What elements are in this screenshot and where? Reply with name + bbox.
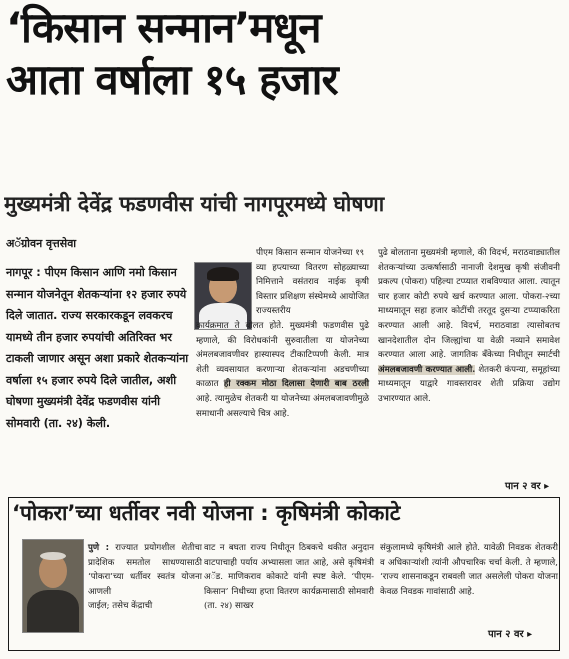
- article-column-2: [196, 246, 369, 421]
- subheadline: मुख्यमंत्री देवेंद्र फडणवीस यांची नागपूरमध्ये घोषणा: [4, 192, 385, 216]
- col3-body: [378, 246, 560, 407]
- col3-highlight: अंमलबजावणी करण्यात आली.: [378, 364, 476, 375]
- col2-tail: आहे. त्यामुळेच शेतकरी या योजनेच्या अंमलबजावणीमुळे समाधानी असल्याचे चित्र आहे.: [196, 393, 369, 419]
- headline-line-2: आता वर्षाला १५ हजार: [6, 55, 338, 104]
- dateline-city: पुणे :: [88, 543, 110, 553]
- sidebar-story-title: ‘पोकरा’च्या धर्तीवर नवी योजना : कृषिमंत्री कोकाटे: [12, 501, 401, 525]
- lead-paragraph: [6, 262, 192, 434]
- lead-text: नागपूर : पीएम किसान आणि नमो किसान सन्मान योजनेतून शेतकऱ्यांना १२ हजार रुपये दिले जातात. राज्य सरकारकडून लवकरच यामध्ये तीन हजार रुपयांची अतिरिक्त भर टाकली जाणार असून अशा प्रकारे शेतकऱ्यांना वर्षाला १५ हजार रुपये दिले जातील, अशी घोषणा मुख्यमंत्री देवेंद्र फडणवीस यांनी सोमवारी (ता. २४) केली.: [6, 266, 189, 430]
- sidebar-column-3: [380, 541, 558, 599]
- col2-body-text: कार्यक्रमात ते बोलत होते. मुख्यमंत्री फडणवीस पुढे म्हणाले, की विरोधकांनी सुरुवातीला या योजनेच्या अंमलबजावणीवर हास्यास्पद टीकाटिप्पणी केली. मात्र शेती व्यवसायात करणाऱ्या शेतकऱ्यांना अडचणीच्या काळात: [196, 320, 369, 390]
- continued-page-2: पान २ वर ▸: [505, 481, 550, 492]
- sidebar-column-2: [204, 541, 374, 614]
- sidebar-col1-text: राज्यात प्रयोगशील शेतीचा प्रादेशिक समतोल साधण्यासाठी ‘पोकरा’च्या धर्तीवर स्वतंत्र योजना आणली: [88, 543, 203, 597]
- sidebar-col3-text: संकुलामध्ये कृषिमंत्री आले होते. यावेळी निवडक शेतकरी व अधिकाऱ्यांशी त्यांनी औपचारिक चर्चा केली. ते म्हणाले, ‘राज्य शासनाकडून राबवली जात असलेली पोकरा योजना केवळ निवडक गावांसाठी आहे.: [380, 543, 558, 597]
- sidebar-continued-page-2: पान २ वर ▸: [488, 629, 533, 640]
- sidebar-col1-tail: जाईल; तसेच केंद्राची: [88, 601, 153, 612]
- article-column-3: [378, 246, 560, 407]
- col3-body-text: पुढे बोलताना मुख्यमंत्री म्हणाले, की विदर्भ, मराठवाड्यातील शेतकऱ्यांच्या उत्कर्षासाठी नानाजी देशमुख कृषी संजीवनी प्रकल्प (पोकरा) पहिल्या टप्प्यात राबविण्यात आला. त्यातून चार हजार कोटी रुपये खर्च करण्यात आला. पोकरा-२च्या माध्यमातून सहा हजार कोटींची तरतूद दुसऱ्या टप्प्याकरिता करण्यात आली आहे. विदर्भ, मराठवाडा त्यासोबतच खानदेशातील दोन जिल्ह्यांचा या वेळी नव्याने समावेश करण्यात आला आहे. जागतिक बँकेच्या निधीतून स्मार्टची: [378, 248, 560, 361]
- sidebar-col1-first: [24, 541, 202, 599]
- headline: [6, 2, 562, 106]
- col2-body: [196, 319, 369, 421]
- sidebar-column-1: [24, 541, 202, 614]
- sidebar-col2-text: वाट न बघता राज्य निधीतून ठिबकचे थकीत अनुदान वाटपाचाही पर्याय अभ्यासला जात आहे, असे कृषिमंत्री अॅड. माणिकराव कोकाटे यांनी स्पष्ट केले. ‘पीएम-किसान’ निधीच्या हप्ता वितरण कार्यक्रमासाठी सोमवारी (ता. २४) साखर: [204, 543, 374, 612]
- headline-line-1: ‘किसान सन्मान’मधून: [6, 3, 321, 52]
- col3-tail: शेतकरी कंपन्या, समूहांच्या माध्यमातून याद्वारे गावस्तरावर शेती प्रक्रिया उद्योग उभारण्यात आले.: [378, 364, 560, 404]
- byline: अॅग्रोवन वृत्तसेवा: [6, 237, 77, 250]
- col2-intro: पीएम किसान सन्मान योजनेच्या १९: [256, 248, 365, 258]
- col2-highlight: ही रक्कम मोठा दिलासा देणारी बाब ठरली: [223, 379, 370, 390]
- col2-beside-photo: व्या हप्त्याच्या वितरण सोहळ्याच्या निमित्ताने वसंतराव नाईक कृषी विस्तार प्रशिक्षण संस्थेमध्ये आयोजित राज्यस्तरीय: [256, 262, 369, 317]
